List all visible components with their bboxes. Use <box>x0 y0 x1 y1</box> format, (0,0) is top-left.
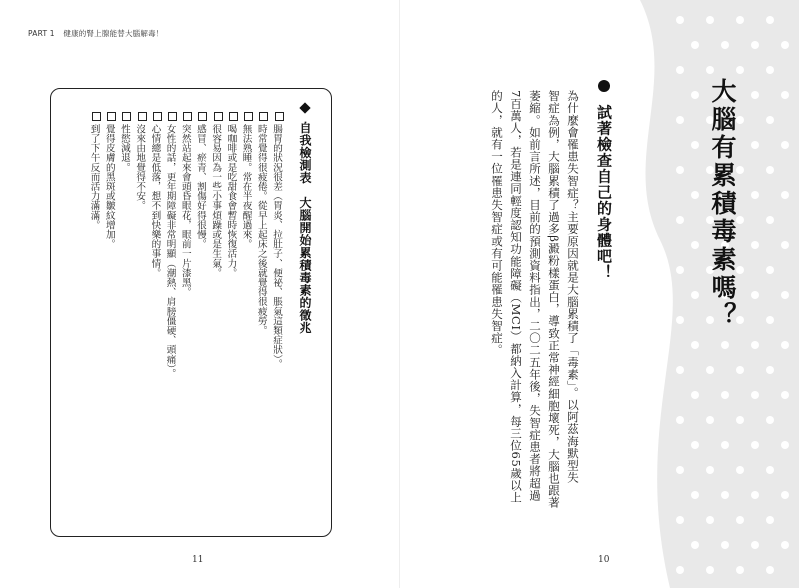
self-check-title <box>292 104 314 434</box>
check-item: 女性的話，更年期障礙非常明顯（潮熱、肩膀僵硬、頭痛）。 <box>162 112 177 522</box>
body-text <box>448 90 582 509</box>
check-item: 很容易因為一些小事煩躁或是生氣。 <box>208 112 223 522</box>
section-heading-text: 試著檢查自己的身體吧！ <box>595 104 613 281</box>
checkbox-icon <box>214 112 223 121</box>
check-item: 突然站起來會頭昏眼花，眼前一片漆黑。 <box>178 112 193 522</box>
checkbox-icon <box>229 112 238 121</box>
checkbox-icon <box>183 112 192 121</box>
checkbox-icon <box>244 112 253 121</box>
chapter-title: 大腦有累積毒素嗎？ <box>708 78 737 330</box>
page-number-left: 11 <box>192 555 204 565</box>
self-check-list <box>62 112 284 522</box>
check-item: 腸胃的狀況很差（胃炎、拉肚子、便祕、脹氣這類症狀）。 <box>269 112 284 522</box>
body-column: 的人，就有一位罹患失智症或有可能罹患失智症。 <box>490 90 504 357</box>
check-item: 感冒、瘀青、割傷好得很慢。 <box>193 112 208 522</box>
checkbox-icon <box>259 112 268 121</box>
check-item: 無法熟睡。常在半夜醒過來。 <box>238 112 253 522</box>
body-column: 萎縮。如前言所述，目前的預測資料指出，二〇二五年後，失智症患者將超過 <box>528 90 542 502</box>
check-item: 覺得皮膚的黑斑或皺紋增加。 <box>102 112 117 522</box>
check-item: 性慾減退。 <box>117 112 132 522</box>
check-item: 到了下午反而活力滿滿。 <box>86 112 101 522</box>
checkbox-icon <box>198 112 207 121</box>
checkbox-icon <box>138 112 147 121</box>
check-item: 喝咖啡或是吃甜食會暫時恢復活力。 <box>223 112 238 522</box>
page-number-right: 10 <box>598 555 610 565</box>
checkbox-icon <box>153 112 162 121</box>
running-head-part: PART 1 <box>28 29 55 38</box>
section-heading <box>585 80 615 420</box>
self-check-title-text: 自我檢測表 大腦開始累積毒素的徵兆 <box>298 121 312 335</box>
checkbox-icon <box>168 112 177 121</box>
check-item: 心情總是低落，想不到快樂的事情。 <box>147 112 162 522</box>
round-bullet-icon <box>598 80 610 92</box>
checkbox-icon <box>107 112 116 121</box>
checkbox-icon <box>92 112 101 121</box>
body-column: 7百萬人，若是連同輕度認知功能障礙（MCI）都納入計算，每三位65歲以上 <box>509 90 523 504</box>
running-head-title: 健康的腎上腺能替大腦解毒！ <box>63 29 164 38</box>
body-column: 智症為例，大腦累積了過多β澱粉樣蛋白，導致正常神經細胞壞死，大腦也跟著 <box>547 90 561 509</box>
check-item: 時常覺得很疲倦。從早上起床之後就覺得很疲勞。 <box>254 112 269 522</box>
checkbox-icon <box>122 112 131 121</box>
body-column: 為什麼會罹患失智症？主要原因就是大腦累積了「毒素」。以阿茲海默型失 <box>566 90 580 484</box>
diamond-bullet-icon <box>299 102 310 113</box>
running-head <box>28 28 169 39</box>
checkbox-icon <box>275 112 284 121</box>
check-item: 沒來由地覺得不安。 <box>132 112 147 522</box>
